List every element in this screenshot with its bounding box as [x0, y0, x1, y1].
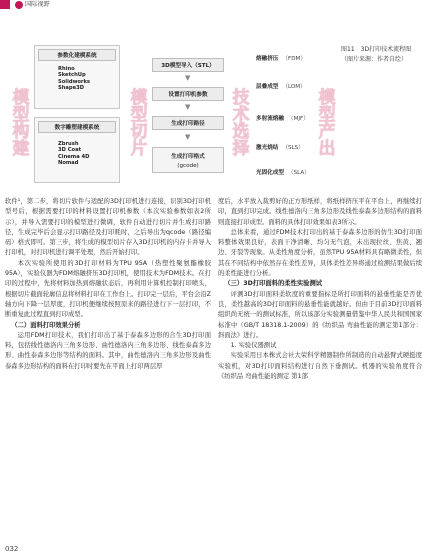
parametric-modeling-box: 参数化建模系统: [38, 49, 116, 61]
software-item: Solidworks: [58, 78, 91, 85]
stage-model-slice-label: 模型切片: [126, 88, 147, 156]
paragraph: 软件¹，第二步，将切片软件与适配的3D打印机进行连接，识别3D打印机型号后，根据需要打印的材料设置打印机参数（本次实验参数如表2所示），并导入需要打印的模型进行微调，软件自动进行切片并生成打印路径，生成完毕后会显示打印路径及打印耗时，之后导出为qcode（路径编码）格式即可。第三步，将生成的模型切片存入3D打印机的内存卡并导入打印机，对打印机进行调平处理，然后开始打印。: [5, 198, 211, 257]
tech-abbr: （MJF）: [287, 116, 309, 122]
tech-name: 激光烧结: [256, 145, 279, 151]
paragraph: 度后，水平放入裁剪好的正方形纸样，将纸样挤压平在平台上，再继续打印，直到打印完成。线性德洛内三角多边形及线性泰森多边形结构的面料则直接打印成型。面料的具体打印效果如表3所示。: [218, 198, 422, 226]
software-item: Nomad: [58, 159, 79, 166]
slice-format-label: 生成打印格式: [171, 153, 205, 160]
tech-abbr: （FDM）: [282, 56, 306, 62]
process-flow-figure: [0, 21, 340, 191]
slice-step-import: 3D模型导入（STL）: [152, 58, 224, 72]
tech-lom: [256, 82, 306, 90]
tech-name: 光固化成型: [256, 170, 284, 176]
left-text-column: [5, 197, 211, 372]
slice-step-params: 设置打印机参数: [152, 87, 224, 101]
header-accent-bar: [0, 0, 10, 9]
digital-sculpt-box: 数字雕塑建模系统: [38, 121, 116, 133]
figure-caption: 图11 3D打印技术流程图（图片来源：作者自绘）: [341, 46, 412, 63]
software-item: Cinema 4D: [58, 153, 90, 160]
down-arrow-icon: ▼: [185, 133, 191, 141]
stage-model-output-label: 模型产出: [314, 88, 335, 156]
section-heading: （三）3D打印面料的柔性实验测试: [224, 280, 323, 288]
slice-step-path: 生成打印路径: [152, 116, 224, 130]
paragraph: 本次实验所使用的3D打印材料为TPU 95A（热塑性聚氨酯橡胶95A），实验仪器为FDM熔融挤压3D打印机，使用技术为FDM技术。在打印的过程中，先将材料加热到熔融状态后，再利用计算机控制打印喷头，根据切片截面轮廓信息将材料打印在工作台上。打印完一层后，平台会沿Z轴方向下降一层厚度，打印机便继续按照原来的路径进行下一层打印，不断重复此过程直到打印成型。: [5, 259, 211, 319]
down-arrow-icon: ▼: [185, 74, 191, 82]
software-item: Shape3D: [58, 84, 85, 91]
journal-logo-icon: [15, 1, 23, 9]
subsection-heading: 1. 实验仪器测试: [230, 342, 277, 350]
paragraph: 实验采用日本株式会社大荣科学精器制作所制造的自动悬臂式硬挺度实验机，对3D打印面料结构进行自然下垂测试。机器的实验角度符合《纺织品 弯曲性能的测定 第1部: [218, 352, 422, 381]
page-number: 032: [5, 545, 19, 553]
tech-name: 熔融挤压: [256, 56, 279, 62]
tech-sla: [256, 168, 310, 176]
journal-section-title: 国际视野: [25, 1, 50, 8]
paragraph: 评测3D打印面料柔软度的重要指标是所打印面料的悬垂性能是否优良，柔性越高的3D打印面料的悬垂性能就越好。但由于目前3D打印面料组织尚无统一的测试标准，所以该部分实验测量借鉴中华人民共和国国家标准中（GB/T 18318.1-2009）的《纺织品 弯曲性能的测定第1部分：斜面法》进行。: [218, 290, 422, 339]
software-item: Rhino: [58, 66, 75, 72]
tech-sls: [256, 143, 304, 151]
tech-fdm: [256, 54, 306, 62]
paragraph: 总体来看，通过FDM技术打印出的基于泰森多边形的仿生3D打印面料整体效果良好，表面干净清晰、均匀无气泡，未出现拉丝、焦黄、翘边、牙裂等现象。从柔性角度分析，虽然TPU 95A材料具有略微柔性，但其在不同结构中依然存在柔性差异，具体柔性差异将通过检测结果做后续的柔性能进行分析。: [218, 228, 422, 278]
right-text-column: [218, 197, 422, 382]
tech-name: 多射流熔融: [256, 116, 284, 122]
software-item: SketchUp: [58, 72, 86, 79]
parametric-software-list: [58, 66, 90, 91]
slice-step-format: [152, 147, 224, 173]
digital-software-list: [58, 141, 89, 166]
paragraph: 运用FDM打印技术，我们打印出了基于泰森多边形的合生3D打印面料，包括线性德洛内三角多边形、曲性德洛内三角多边形、线性泰森多边形、曲性泰森多边形等结构的面料。其中，曲性德洛内三角多边形及曲性泰森多边形结构的面料在打印时要先在平面上打印两层厚: [5, 331, 211, 370]
stage-model-build-label: 模型构建: [8, 88, 29, 156]
stage-tech-select-label: 技术选择: [228, 88, 249, 156]
down-arrow-icon: ▼: [185, 103, 191, 111]
software-item: 3D Coat: [58, 147, 82, 154]
tech-abbr: （SLS）: [282, 145, 304, 151]
software-item: Zbrush: [58, 141, 79, 147]
section-heading: （二）面料打印效果分析: [11, 321, 81, 329]
tech-abbr: （SLA）: [287, 170, 310, 176]
tech-abbr: （LOM）: [282, 84, 306, 90]
tech-mjf: [256, 114, 309, 122]
slice-format-code: (gcode): [177, 162, 199, 169]
tech-name: 层叠成型: [256, 84, 279, 90]
